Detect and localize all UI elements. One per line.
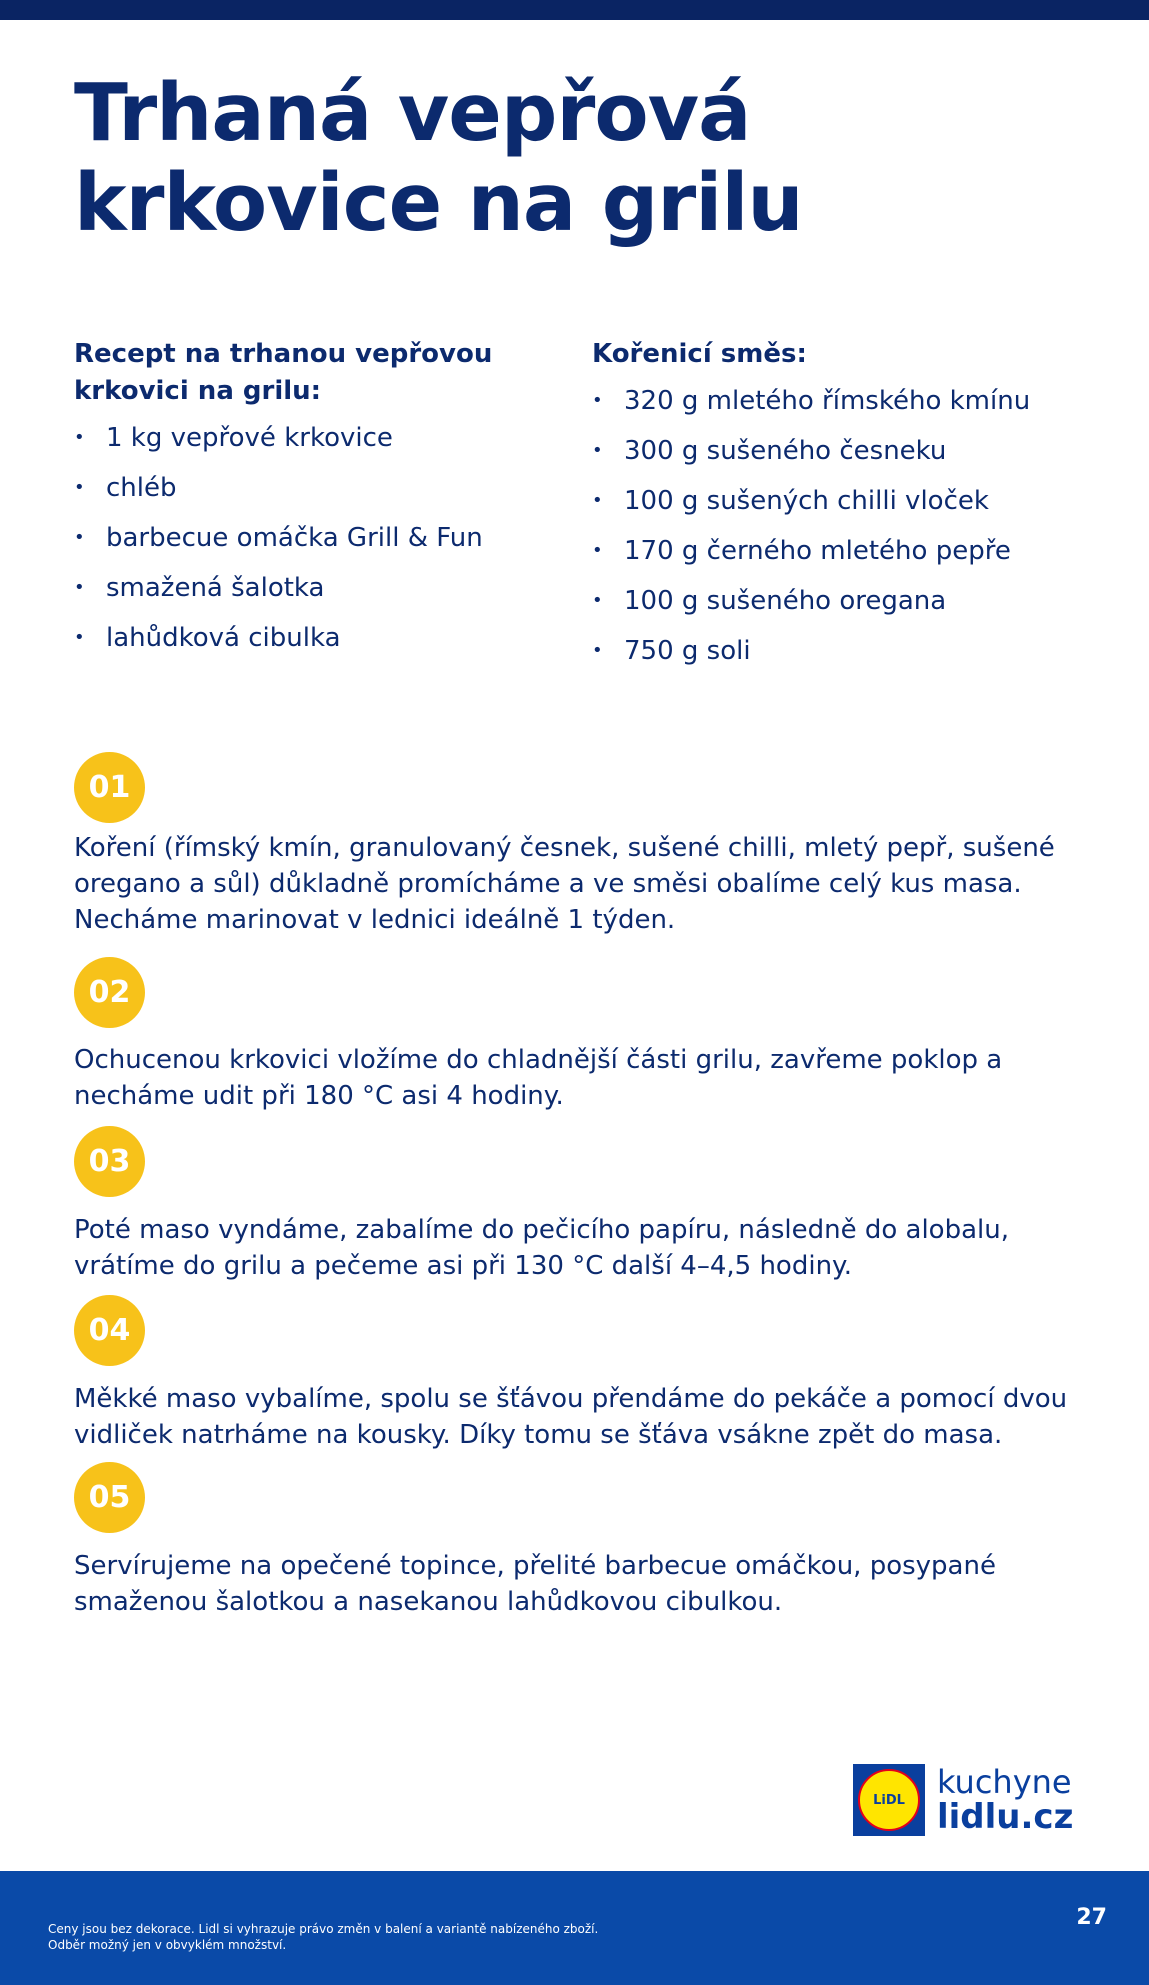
step-text: Koření (římský kmín, granulovaný česnek, sušené chilli, mletý pepř, sušené oregano a sůl) důkladně promícháme a ve směsi obalíme celý kus masa. Necháme marinovat v lednici ideálně 1 týden. [74,833,1055,935]
step-number-badge: 01 [74,752,145,823]
logo-line-2: lidlu.cz [937,1797,1074,1837]
step-number-badge: 03 [74,1126,145,1197]
list-item: • 170 g černého mletého pepře [592,535,1092,567]
step-text: Servírujeme na opečené topince, přelité barbecue omáčkou, posypané smaženou šalotkou a nasekanou lahůdkovou cibulkou. [74,1551,996,1617]
list-item: • 300 g sušeného česneku [592,435,1092,467]
list-item: • 750 g soli [592,635,1092,667]
footer [0,1871,1149,1985]
recipe-ingredients [74,336,534,672]
page-number: 27 [1076,1905,1107,1930]
list-item: • lahůdková cibulka [74,622,534,654]
spice-mix-list [592,385,1092,667]
list-item: • barbecue omáčka Grill & Fun [74,522,534,554]
kuchyne-lidlu-logo[interactable] [853,1764,1073,1838]
step-number-badge: 02 [74,957,145,1028]
step-text: Ochucenou krkovici vložíme do chladnější části grilu, zavřeme poklop a necháme udit při 180 °C asi 4 hodiny. [74,1045,1003,1111]
page-title: Trhaná vepřová krkovice na grilu [74,67,803,249]
spice-mix-heading: Kořenicí směs: [592,339,807,369]
step-number-badge: 04 [74,1295,145,1366]
step-text: Měkké maso vybalíme, spolu se šťávou přendáme do pekáče a pomocí dvou vidliček natrháme na kousky. Díky tomu se šťáva vsákne zpět do masa. [74,1384,1068,1450]
list-item: • 1 kg vepřové krkovice [74,422,534,454]
step-number-badge: 05 [74,1462,145,1533]
list-item: • 320 g mletého římského kmínu [592,385,1092,417]
list-item: • chléb [74,472,534,504]
lidl-logo-lettering: LiDL [873,1792,905,1808]
step-text: Poté maso vyndáme, zabalíme do pečicího papíru, následně do alobalu, vrátíme do grilu a pečeme asi při 130 °C další 4–4,5 hodiny. [74,1215,1009,1281]
lidl-logo-icon [853,1764,925,1836]
recipe-heading: Recept na trhanou vepřovou krkovici na grilu: [74,339,493,406]
spice-mix [592,336,1092,685]
top-bar [0,0,1149,20]
footer-note-line-2: Odběr možný jen v obvyklém množství. [48,1938,287,1952]
footer-note [48,1921,748,1953]
list-item: • smažená šalotka [74,572,534,604]
footer-note-line-1: Ceny jsou bez dekorace. Lidl si vyhrazuje právo změn v balení a variantě nabízeného zboží. [48,1922,599,1936]
logo-line-1: kuchyne [937,1763,1072,1801]
recipe-list [74,422,534,654]
list-item: • 100 g sušených chilli vloček [592,485,1092,517]
list-item: • 100 g sušeného oregana [592,585,1092,617]
